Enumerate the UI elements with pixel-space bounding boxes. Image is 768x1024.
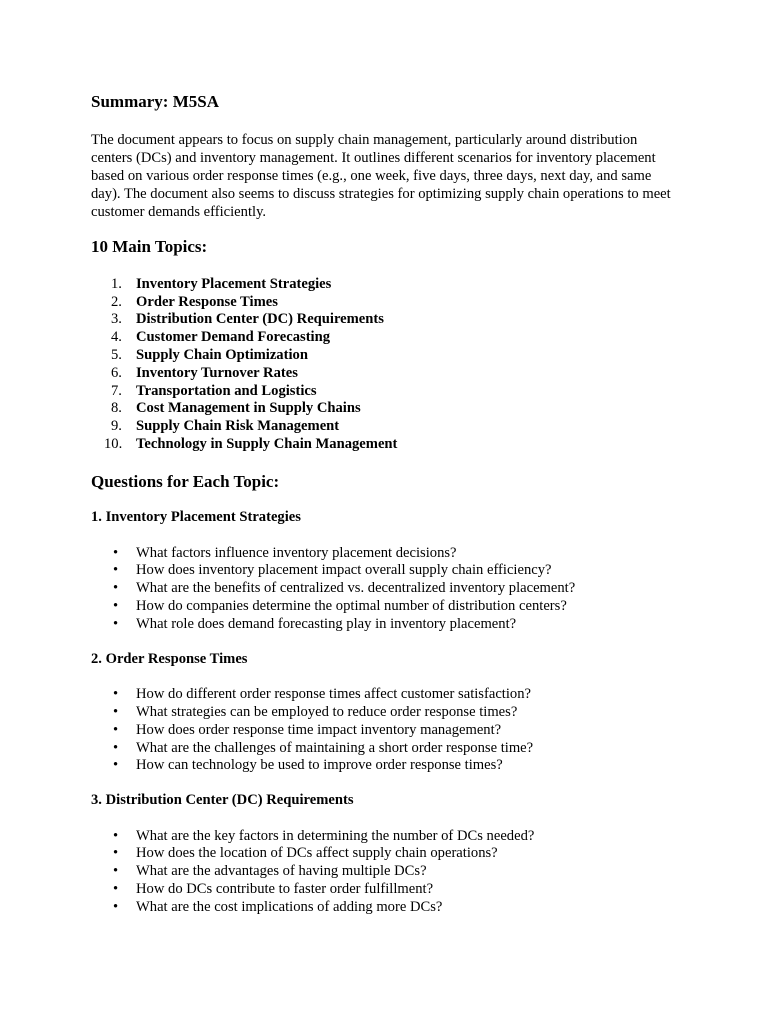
topic-number: 9.: [111, 418, 122, 435]
question-item: • What are the advantages of having multiple DCs?: [91, 863, 681, 881]
topic-number: 7.: [111, 382, 122, 399]
question-item: • What factors influence inventory placement decisions?: [91, 545, 681, 563]
question-item: • How do DCs contribute to faster order fulfillment?: [91, 881, 681, 899]
question-item: • What role does demand forecasting play in inventory placement?: [91, 616, 681, 634]
question-section-heading: 3. Distribution Center (DC) Requirements: [91, 792, 354, 809]
topics-list: [91, 276, 681, 454]
topic-label: Customer Demand Forecasting: [136, 329, 331, 346]
question-item: • What are the challenges of maintaining a short order response time?: [91, 740, 681, 758]
question-item: • What are the benefits of centralized vs. decentralized inventory placement?: [91, 580, 681, 598]
question-list: [91, 686, 681, 775]
topic-label: Transportation and Logistics: [136, 382, 317, 399]
topic-item: [91, 383, 681, 401]
question-item: • How does order response time impact inventory management?: [91, 722, 681, 740]
topic-label: Inventory Placement Strategies: [136, 275, 332, 292]
questions-heading: Questions for Each Topic:: [91, 471, 280, 491]
topic-number: 8.: [111, 400, 122, 417]
topic-number: 5.: [111, 346, 122, 363]
topic-label: Technology in Supply Chain Management: [136, 435, 398, 452]
topic-label: Supply Chain Optimization: [136, 346, 308, 363]
question-item: • How do companies determine the optimal number of distribution centers?: [91, 598, 681, 616]
question-item: • What are the cost implications of adding more DCs?: [91, 899, 681, 917]
topic-number: 3.: [111, 311, 122, 328]
question-section-heading: 2. Order Response Times: [91, 650, 248, 667]
topic-item: [91, 294, 681, 312]
topic-item: [91, 347, 681, 365]
topic-number: 4.: [111, 329, 122, 346]
topic-item: [91, 276, 681, 294]
topic-label: Order Response Times: [136, 293, 278, 310]
question-item: • How do different order response times affect customer satisfaction?: [91, 686, 681, 704]
topic-item: [91, 418, 681, 436]
topic-number: 6.: [111, 364, 122, 381]
topic-number: 10.: [104, 435, 123, 452]
topic-item: [91, 329, 681, 347]
question-item: • What are the key factors in determining the number of DCs needed?: [91, 828, 681, 846]
topic-number: 2.: [111, 293, 122, 310]
topic-item: [91, 311, 681, 329]
topic-item: [91, 436, 681, 454]
topic-label: Distribution Center (DC) Requirements: [136, 311, 384, 328]
question-item: • How does the location of DCs affect supply chain operations?: [91, 845, 681, 863]
question-list: [91, 545, 681, 634]
topic-number: 1.: [111, 275, 122, 292]
topic-item: [91, 365, 681, 383]
topic-label: Cost Management in Supply Chains: [136, 400, 361, 417]
document-title: Summary: M5SA: [91, 92, 219, 111]
topic-label: Inventory Turnover Rates: [136, 364, 298, 381]
topic-label: Supply Chain Risk Management: [136, 418, 340, 435]
question-item: • How can technology be used to improve order response times?: [91, 757, 681, 775]
question-item: • How does inventory placement impact overall supply chain efficiency?: [91, 562, 681, 580]
question-item: • What strategies can be employed to reduce order response times?: [91, 704, 681, 722]
topics-heading: 10 Main Topics:: [91, 237, 208, 257]
question-list: [91, 828, 681, 917]
summary-paragraph: The document appears to focus on supply chain management, particularly around distribution centers (DCs) and inventory management. It outlines different scenarios for inventory placement based on various order response times (e.g., one week, five days, three days, next day, and same day). The document also seems to discuss strategies for optimizing supply chain operations to meet customer demands efficiently.: [91, 132, 671, 221]
topic-item: [91, 400, 681, 418]
question-section-heading: 1. Inventory Placement Strategies: [91, 509, 301, 526]
document-page: [91, 90, 681, 917]
